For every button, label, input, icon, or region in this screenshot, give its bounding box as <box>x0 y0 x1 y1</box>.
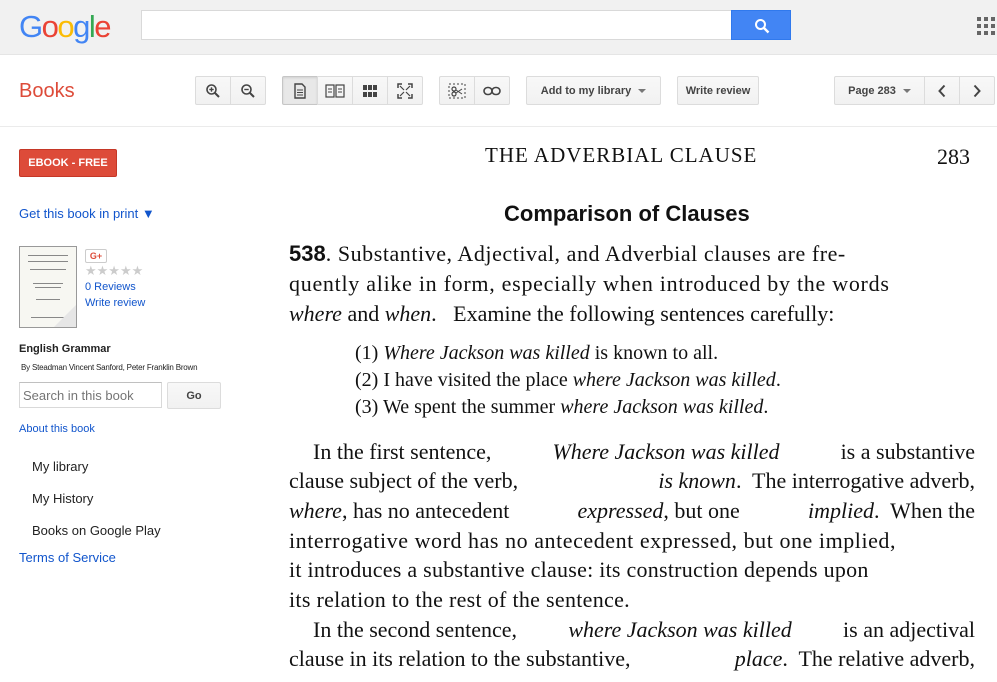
clip-icon <box>448 83 466 99</box>
link-button[interactable] <box>474 76 510 105</box>
fullscreen-icon <box>397 83 413 99</box>
left-sidebar <box>0 128 262 682</box>
text-line: clause subject of the verb, is known. The interrogative adverb, <box>289 468 975 493</box>
ebook-free-button[interactable]: EBOOK - FREE <box>19 149 117 177</box>
search-button[interactable] <box>731 10 791 40</box>
books-section-label[interactable]: Books <box>19 80 75 102</box>
two-page-icon <box>325 84 345 98</box>
write-review-label: Write review <box>685 84 751 97</box>
chevron-right-icon <box>972 84 982 98</box>
example-sentence: (3) We spent the summer where Jackson was killed. <box>355 396 769 418</box>
text-line: its relation to the rest of the sentence. <box>289 587 630 612</box>
add-to-library-label: Add to my library <box>540 84 632 97</box>
text-line: where and when . Examine the following sentences carefully: <box>289 301 835 326</box>
google-logo[interactable]: Google <box>19 9 111 44</box>
books-toolbar <box>0 56 997 127</box>
add-to-library-button[interactable] <box>526 76 661 105</box>
nav-my-library[interactable]: My library <box>32 459 89 474</box>
page-select-label: Page 283 <box>848 84 896 97</box>
book-page-viewer[interactable] <box>263 128 997 682</box>
zoom-in-icon <box>205 83 221 99</box>
text-line: where, has no antecedent expressed, but one implied. When the <box>289 498 975 523</box>
next-page-button[interactable] <box>959 76 995 105</box>
fullscreen-button[interactable] <box>387 76 423 105</box>
nav-my-history[interactable]: My History <box>32 491 94 506</box>
write-review-button[interactable] <box>677 76 759 105</box>
about-this-book-link[interactable]: About this book <box>19 423 95 435</box>
go-button[interactable]: Go <box>167 382 221 409</box>
top-bar <box>0 0 997 55</box>
page-number: 283 <box>937 144 970 169</box>
star-rating: ★★★★★ <box>85 263 144 278</box>
text-line: interrogative word has no antecedent expressed, but one implied, <box>289 528 897 553</box>
text-line: it introduces a substantive clause: its construction depends upon <box>289 557 869 582</box>
running-head: THE ADVERBIAL CLAUSE <box>485 143 758 167</box>
book-title: English Grammar <box>19 343 111 355</box>
page-select-button[interactable] <box>834 76 925 105</box>
single-page-view-button[interactable] <box>282 76 318 105</box>
text-line: In the second sentence, where Jackson was killed is an adjectival <box>313 617 975 642</box>
thumbnails-view-button[interactable] <box>352 76 388 105</box>
zoom-in-button[interactable] <box>195 76 231 105</box>
google-plus-button[interactable]: G+ <box>85 249 107 263</box>
zoom-out-icon <box>240 83 256 99</box>
example-sentence: (1) Where Jackson was killed is known to all. <box>355 342 719 364</box>
text-line: clause in its relation to the substantive, place. The relative adverb, <box>289 646 975 671</box>
chevron-left-icon <box>937 84 947 98</box>
write-review-link[interactable]: Write review <box>85 297 146 309</box>
example-sentence: (2) I have visited the place where Jackson was killed. <box>355 369 781 391</box>
search-in-book-input[interactable] <box>19 382 162 408</box>
book-authors: By Steadman Vincent Sanford, Peter Franklin Brown <box>21 363 198 372</box>
caret-down-icon <box>903 89 911 93</box>
single-page-icon <box>293 83 307 99</box>
book-cover-thumbnail[interactable] <box>19 246 77 328</box>
caret-down-icon <box>638 89 646 93</box>
zoom-out-button[interactable] <box>230 76 266 105</box>
thumbnails-icon <box>363 85 377 97</box>
apps-grid-icon[interactable] <box>977 17 995 35</box>
link-icon <box>483 86 501 96</box>
terms-of-service-link[interactable]: Terms of Service <box>19 550 116 565</box>
reviews-link[interactable]: 0 Reviews <box>85 281 136 293</box>
paragraph-number: 538 <box>289 241 326 266</box>
search-input[interactable] <box>141 10 732 40</box>
text-line: 538 . Substantive, Adjectival, and Adverbial clauses are fre- <box>289 241 846 266</box>
text-line: In the first sentence, Where Jackson was killed is a substantive <box>313 439 975 464</box>
previous-page-button[interactable] <box>924 76 960 105</box>
get-book-in-print-link[interactable]: Get this book in print ▼ <box>19 206 155 221</box>
magnifier-icon <box>754 18 770 34</box>
nav-books-on-google-play[interactable]: Books on Google Play <box>32 523 161 538</box>
text-line: quently alike in form, especially when introduced by the words <box>289 271 890 296</box>
clip-button[interactable] <box>439 76 475 105</box>
section-title: Comparison of Clauses <box>504 201 750 226</box>
two-page-view-button[interactable] <box>317 76 353 105</box>
